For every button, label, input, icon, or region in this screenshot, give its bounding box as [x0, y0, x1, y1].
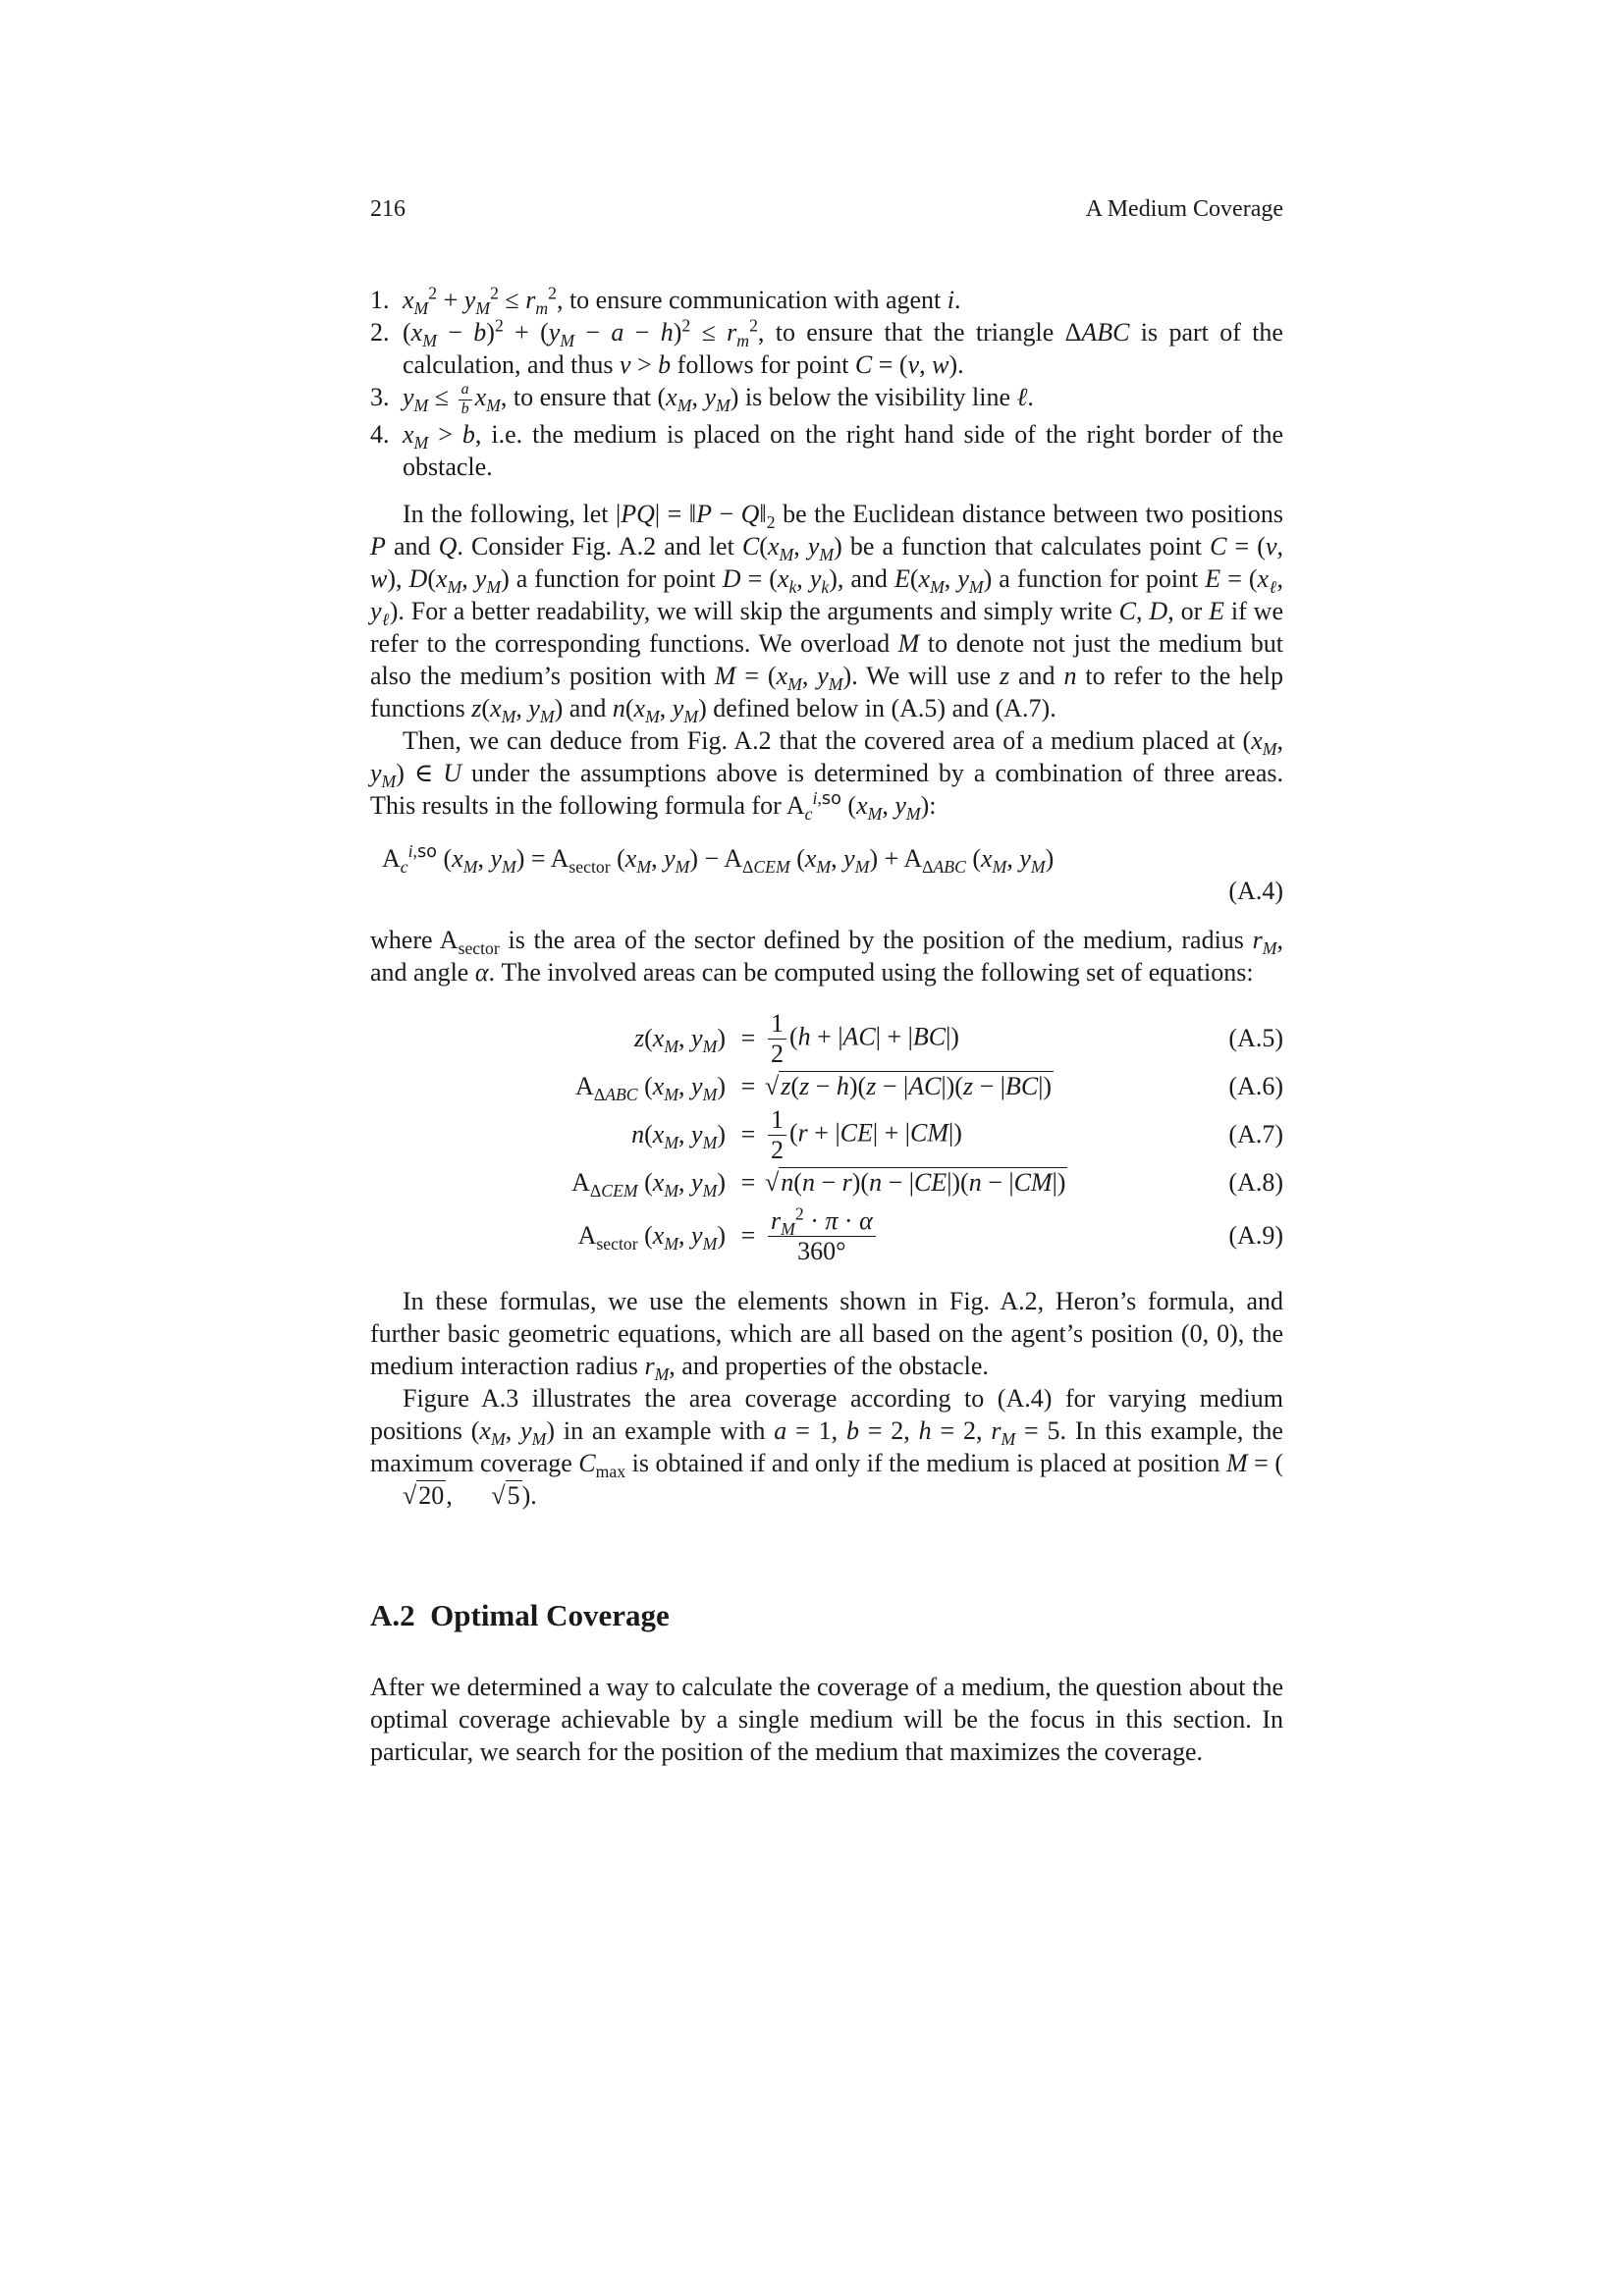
equation-tag: (A.7)	[1228, 1120, 1283, 1149]
paragraph: In the following, let |PQ| = ‖P − $Q‖_2$ be the Euclidean distance between two positions P and Q. Consider Fig. A.2 and let $C(x_M$, $y_M$) be a function that calculates point C = (v, w), $D(x_M$, $y_M$) a function for point $D = (x_k$, $y_k$), and $E(x_M$, $y_M$) a function for point $E = (x_\ell$, $y_\ell$). For a better readability, we will skip the arguments and simply write C, D, or E if we refer to the corresponding functions. We overload M to denote not just the medium but also the medium’s position with $M = (x_M$, $y_M$). We will use z and n to refer to the help functions $z(x_M$, $y_M$) and $n(x_M$, $y_M$) defined below in (A.5) and (A.7).	[370, 500, 1284, 727]
equation-a7: $n(x_M$, $y_M$) = $\frac{1}{2}$ (r + |CE| + |CM|) (A.7)	[631, 1104, 1283, 1164]
equation-a8: $A_{\Delta CEM}$ ($x_M$, $y_M$) = √n(n − r)(n − |CE|)(n − |CM|) (A.8)	[571, 1168, 1283, 1201]
equation-tag: (A.9)	[1228, 1221, 1283, 1251]
paragraph: After we determined a way to calculate the coverage of a medium, the question about the optimal coverage achievable by a single medium will be the focus in this section. In particular, we search for the position of the medium that maximizes the coverage.	[370, 1673, 1283, 1767]
page-number: 216	[370, 196, 406, 222]
equation-tag: (A.6)	[1228, 1072, 1283, 1101]
equation-tag: (A.5)	[1228, 1024, 1283, 1053]
list-item: 3. $y_M$ ≤ $\frac{a}{b}$ $x_M$, to ensure that ($x_M$, $y_M$) is below the visibility line ℓ.	[370, 381, 1034, 417]
list-item: 1. $x_M^2 + y_M^2 \le r_m^2$, to ensure communication with agent i.	[370, 283, 961, 319]
condition-list	[370, 284, 1283, 483]
equation-tag: (A.8)	[1228, 1168, 1283, 1198]
equation-a5: $z(x_M$, $y_M$) = $\frac{1}{2}$ (h + |AC| + |BC|) (A.5)	[633, 1008, 1283, 1068]
chapter-title: A Medium Coverage	[1085, 196, 1283, 222]
equation-a6: $A_{\Delta ABC}$ ($x_M$, $y_M$) = √z(z − h)(z − |AC|)(z − |BC|) (A.6)	[575, 1072, 1283, 1105]
list-item: 2. $(x_M - b)^2 + (y_M - a - h)^2 \le r_m^2$, to ensure that the triangle ΔABC is part of the calculation, and thus v > b follows for point C = (v, w).	[370, 315, 1283, 379]
running-head	[370, 196, 1283, 223]
equation-tag: (A.4)	[1228, 877, 1283, 906]
equation-a4: $A_c^{i,so}$ ($x_M$, $y_M) = A_{sector}$ ($x_M$, $y_M) - A_{\Delta CEM}$ ($x_M$, $y_M) + A_{\Delta ABC}$ ($x_M$, $y_M$) (A.4)	[370, 841, 1283, 906]
page	[370, 196, 1283, 1768]
list-item: 4. $x_M > b$, i.e. the medium is placed on the right hand side of the right border of the obstacle.	[370, 420, 1283, 482]
section-heading: A.2 Optimal Coverage	[370, 1598, 670, 1633]
equation-a9: $A_{sector}$ ($x_M$, $y_M$) = $\frac{r_M^2 \cdot \pi \cdot \alpha}{360^\circ}$ (A.9)	[577, 1203, 1283, 1265]
paragraph: Figure A.3 illustrates the area coverage according to (A.4) for varying medium positions ($x_M$, $y_M$) in an example with a = 1, b = 2, h = 2, $r_M = 5$. In this example, the maximum coverage $C_{max}$ is obtained if and only if the medium is placed at position M = (√20, √5).	[370, 1384, 1283, 1511]
equation-array	[370, 1008, 1283, 1267]
paragraph: Then, we can deduce from Fig. A.2 that the covered area of a medium placed at ($x_M$, $y_M$) ∈ U under the assumptions above is determined by a combination of three areas. This results in the following formula for $A_c^{i,so}$ ($x_M$, $y_M$):	[370, 726, 1283, 825]
paragraph: In these formulas, we use the elements shown in Fig. A.2, Heron’s formula, and further basic geometric equations, which are all based on the agent’s position (0, 0), the medium interaction radius $r_M$, and properties of the obstacle.	[370, 1287, 1283, 1385]
paragraph: where $A_{sector}$ is the area of the sector defined by the position of the medium, radius $r_M$, and angle α. The involved areas can be computed using the following set of equations:	[370, 926, 1283, 988]
